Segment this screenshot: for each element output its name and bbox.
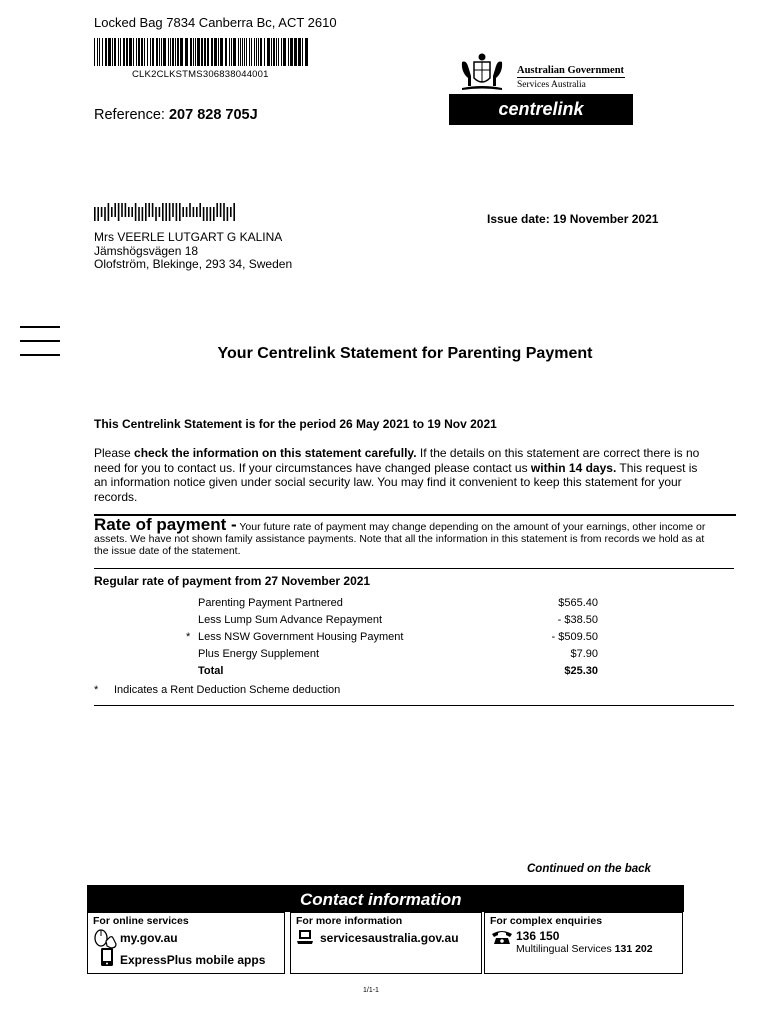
government-logo: [449, 48, 633, 126]
statement-title: Your Centrelink Statement for Parenting Payment: [217, 345, 593, 362]
payment-row: [94, 629, 614, 646]
sender-address: Locked Bag 7834 Canberra Bc, ACT 2610: [94, 15, 337, 30]
recipient-street: Jämshögsvägen 18: [94, 243, 199, 258]
recipient-name: Mrs VEERLE LUTGART G KALINA: [94, 230, 283, 244]
multilingual-services: [516, 943, 653, 955]
coat-of-arms-icon: [458, 52, 506, 92]
intro-text-3: This request is an information notice given under social security law. You may find it convenient to keep this statement for your records.: [94, 460, 698, 504]
payment-row: [94, 595, 614, 612]
statement-period: This Centrelink Statement is for the period 26 May 2021 to 19 Nov 2021: [94, 417, 497, 431]
intro-bold-2: within 14 days.: [530, 460, 617, 475]
centrelink-brand: centrelink: [449, 94, 633, 125]
footnote-star: *: [94, 684, 99, 696]
page-number: 1/1-1: [363, 987, 379, 994]
reference-number: 207 828 705J: [168, 107, 258, 123]
link-expressplus[interactable]: ExpressPlus mobile apps: [120, 953, 266, 967]
gov-divider: [517, 77, 625, 78]
reference: [94, 107, 258, 123]
payment-value: - $509.50: [551, 631, 598, 643]
contact-box-online: [87, 912, 285, 974]
recipient-city: Olofström, Blekinge, 293 34, Sweden: [94, 257, 293, 271]
footnote-text: Indicates a Rent Deduction Scheme deduction: [114, 684, 341, 696]
intro-text-2: If the details on this statement are correct there is no need for you to contact us. If your circumstances have changed please contact us: [94, 446, 700, 475]
payment-label: Total: [198, 665, 224, 677]
intro-bold-1: check the information on this statement carefully.: [134, 446, 417, 460]
payment-value: - $38.50: [557, 614, 598, 626]
gov-line2: Services Australia: [517, 80, 586, 90]
rate-heading: Rate of payment -: [94, 515, 237, 534]
divider: [94, 568, 734, 569]
link-mygov[interactable]: my.gov.au: [120, 931, 178, 945]
barcode: [94, 38, 312, 66]
payment-label: Plus Energy Supplement: [198, 648, 320, 660]
contact-heading: For online services: [93, 915, 189, 927]
contact-box-more-info: [290, 912, 482, 974]
contact-heading: For more information: [296, 915, 403, 927]
rate-of-payment: [94, 515, 714, 557]
multilingual-label: Multilingual Services: [516, 943, 612, 955]
fold-mark: [20, 340, 60, 342]
barcode-text: CLK2CLKSTMS306838044001: [132, 69, 269, 80]
intro-paragraph: [94, 446, 704, 504]
payment-row: [94, 612, 614, 629]
contact-header: [87, 885, 684, 912]
payment-label: Parenting Payment Partnered: [198, 597, 343, 609]
link-servicesaustralia[interactable]: servicesaustralia.gov.au: [320, 931, 459, 945]
recipient-address: [94, 231, 292, 272]
payment-label: Less Lump Sum Advance Repayment: [198, 614, 383, 626]
payment-value: $7.90: [570, 648, 598, 660]
footnote: [94, 684, 340, 696]
fold-mark: [20, 326, 60, 328]
gov-line1: Australian Government: [517, 65, 625, 76]
divider: [94, 705, 734, 706]
mouse-hand-icon: [92, 927, 118, 949]
telephone-icon: [491, 929, 513, 945]
mobile-phone-icon: [100, 947, 114, 967]
contact-heading: For complex enquiries: [490, 915, 603, 927]
reference-label: Reference:: [94, 107, 165, 123]
continued-note: Continued on the back: [527, 863, 651, 875]
postal-barcode: [94, 203, 236, 221]
laptop-icon: [296, 929, 314, 945]
intro-text-1: Please: [94, 446, 135, 460]
phone-number[interactable]: 136 150: [516, 929, 560, 943]
payment-value: $565.40: [558, 597, 598, 609]
payment-total-row: [94, 663, 614, 680]
regular-rate-heading: Regular rate of payment from 27 November 2021: [94, 574, 371, 588]
contact-box-complex: [484, 912, 683, 974]
payment-star: *: [186, 631, 191, 643]
issue-date: Issue date: 19 November 2021: [487, 212, 659, 226]
payment-table: [94, 595, 614, 680]
contact-title: Contact information: [300, 890, 462, 909]
payment-value: $25.30: [564, 665, 598, 677]
payment-row: [94, 646, 614, 663]
multilingual-number[interactable]: 131 202: [614, 943, 653, 955]
rate-text: Your future rate of payment may change depending on the amount of your earnings, other income or assets. We have not shown family assistance payments. Note that all the information in this statement is from records we hold as at the issue date of the statement.: [94, 521, 706, 557]
payment-label: Less NSW Government Housing Payment: [198, 631, 404, 643]
